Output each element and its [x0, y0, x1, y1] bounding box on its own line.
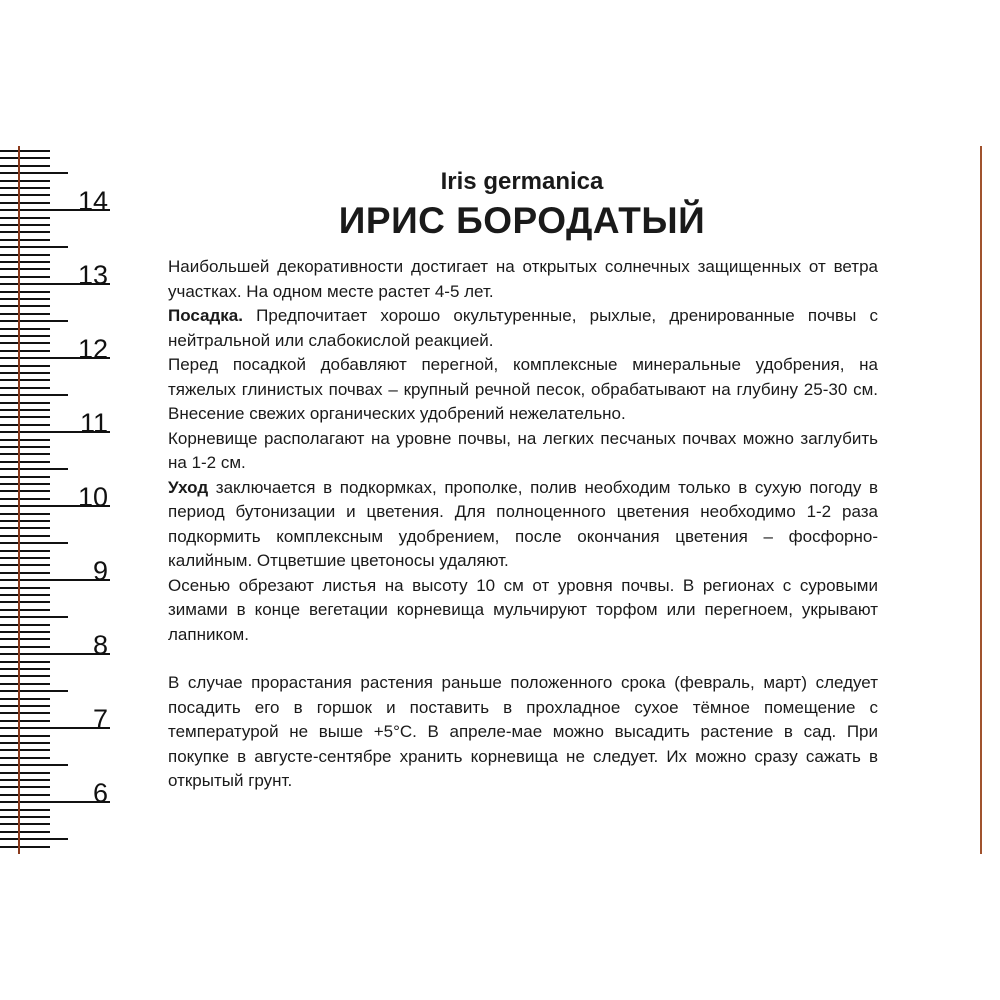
ruler-number: 14 — [77, 186, 108, 216]
ruler-tick — [0, 254, 50, 256]
ruler-number: 6 — [92, 778, 108, 808]
ruler-tick — [0, 764, 68, 766]
ruler-number: 7 — [92, 704, 108, 734]
ruler-tick — [0, 838, 68, 840]
ruler-tick — [0, 683, 50, 685]
ruler-tick — [0, 165, 50, 167]
paragraph-soil-prep: Перед посадкой добавляют перегной, комплексные минеральные удобрения, на тяжелых глинистых почвах – крупный речной песок, обрабатывают на глубину 25-30 см. Внесение свежих органических удобрений нежелательно. — [168, 355, 878, 423]
ruler-tick — [0, 476, 50, 478]
ruler-tick — [0, 527, 50, 529]
ruler-tick — [0, 542, 68, 544]
ruler-tick — [0, 772, 50, 774]
ruler-tick — [0, 742, 50, 744]
ruler-number: 10 — [77, 482, 108, 512]
ruler-tick — [0, 305, 50, 307]
ruler-tick — [0, 823, 50, 825]
ruler-tick — [0, 328, 50, 330]
care-text: заключается в подкормках, прополке, полив необходим только в сухую погоду в период бутонизации и цветения. Для полноценного цветения необходимо 1-2 раза подкормить комплексным удобрением, после окончания цветения – фосфорно-калийным. Отцветшие цветоносы удаляют. — [168, 477, 878, 570]
paragraph-care — [168, 476, 878, 574]
ruler-tick — [0, 535, 50, 537]
ruler-tick — [0, 157, 50, 159]
paragraph-planting — [168, 304, 878, 353]
ruler-tick — [0, 520, 50, 522]
ruler-number: 12 — [77, 334, 108, 364]
ruler-tick — [0, 379, 50, 381]
ruler-tick — [0, 394, 68, 396]
paragraph-early-sprouting: В случае прорастания растения раньше положенного срока (февраль, март) следует посадить его в горшок и поставить в прохладное сухое тёмное помещение с температурой не выше +5°С. В апреле-мае можно высадить растение в сад. При покупке в августе-сентябре хранить корневища не следует. Их можно сразу сажать в открытый грунт. — [168, 673, 878, 790]
ruler-tick — [0, 461, 50, 463]
card-right-edge — [980, 146, 982, 854]
ruler-tick — [0, 372, 50, 374]
ruler-tick — [0, 616, 68, 618]
ruler-tick — [0, 313, 50, 315]
care-label: Уход — [168, 477, 209, 497]
ruler-tick — [0, 150, 50, 152]
ruler-tick — [0, 298, 50, 300]
ruler-tick — [0, 624, 50, 626]
ruler-edge-line — [18, 146, 20, 854]
ruler-tick — [0, 550, 50, 552]
ruler-tick — [0, 698, 50, 700]
ruler-tick — [0, 846, 50, 848]
ruler-tick — [0, 816, 50, 818]
ruler-tick — [0, 246, 68, 248]
ruler — [0, 0, 110, 1000]
ruler-tick — [0, 668, 50, 670]
ruler-tick — [0, 601, 50, 603]
ruler-tick — [0, 402, 50, 404]
ruler-tick — [0, 468, 68, 470]
ruler-tick — [0, 446, 50, 448]
description-text — [168, 255, 878, 794]
ruler-number: 9 — [92, 556, 108, 586]
ruler-tick — [0, 675, 50, 677]
ruler-tick — [0, 749, 50, 751]
ruler-tick — [0, 387, 50, 389]
ruler-tick — [0, 831, 50, 833]
ruler-tick — [0, 609, 50, 611]
ruler-number: 11 — [79, 408, 108, 438]
paragraph-autumn: Осенью обрезают листья на высоту 10 см от уровня почвы. В регионах с суровыми зимами в конце вегетации корневища мульчируют торфом или перегноем, укрывают лапником. — [168, 575, 878, 644]
paragraph-intro: Наибольшей декоративности достигает на открытых солнечных защищенных от ветра участках. На одном месте растет 4-5 лет. — [168, 257, 878, 301]
ruler-number: 13 — [77, 260, 108, 290]
ruler-tick — [0, 690, 68, 692]
planting-text: Предпочитает хорошо окультуренные, рыхлые, дренированные почвы с нейтральной или слабокислой реакцией. — [168, 306, 878, 350]
ruler-tick — [0, 757, 50, 759]
latin-name: Iris germanica — [440, 168, 604, 195]
ruler-tick — [0, 594, 50, 596]
ruler-tick — [0, 320, 68, 322]
page-title: ИРИС БОРОДАТЫЙ — [338, 200, 706, 241]
ruler-number: 8 — [92, 630, 108, 660]
ruler-tick — [0, 453, 50, 455]
paragraph-rhizome: Корневище располагают на уровне почвы, на легких песчаных почвах можно заглубить на 1-2 см. — [168, 428, 878, 472]
planting-label: Посадка. — [168, 306, 243, 325]
